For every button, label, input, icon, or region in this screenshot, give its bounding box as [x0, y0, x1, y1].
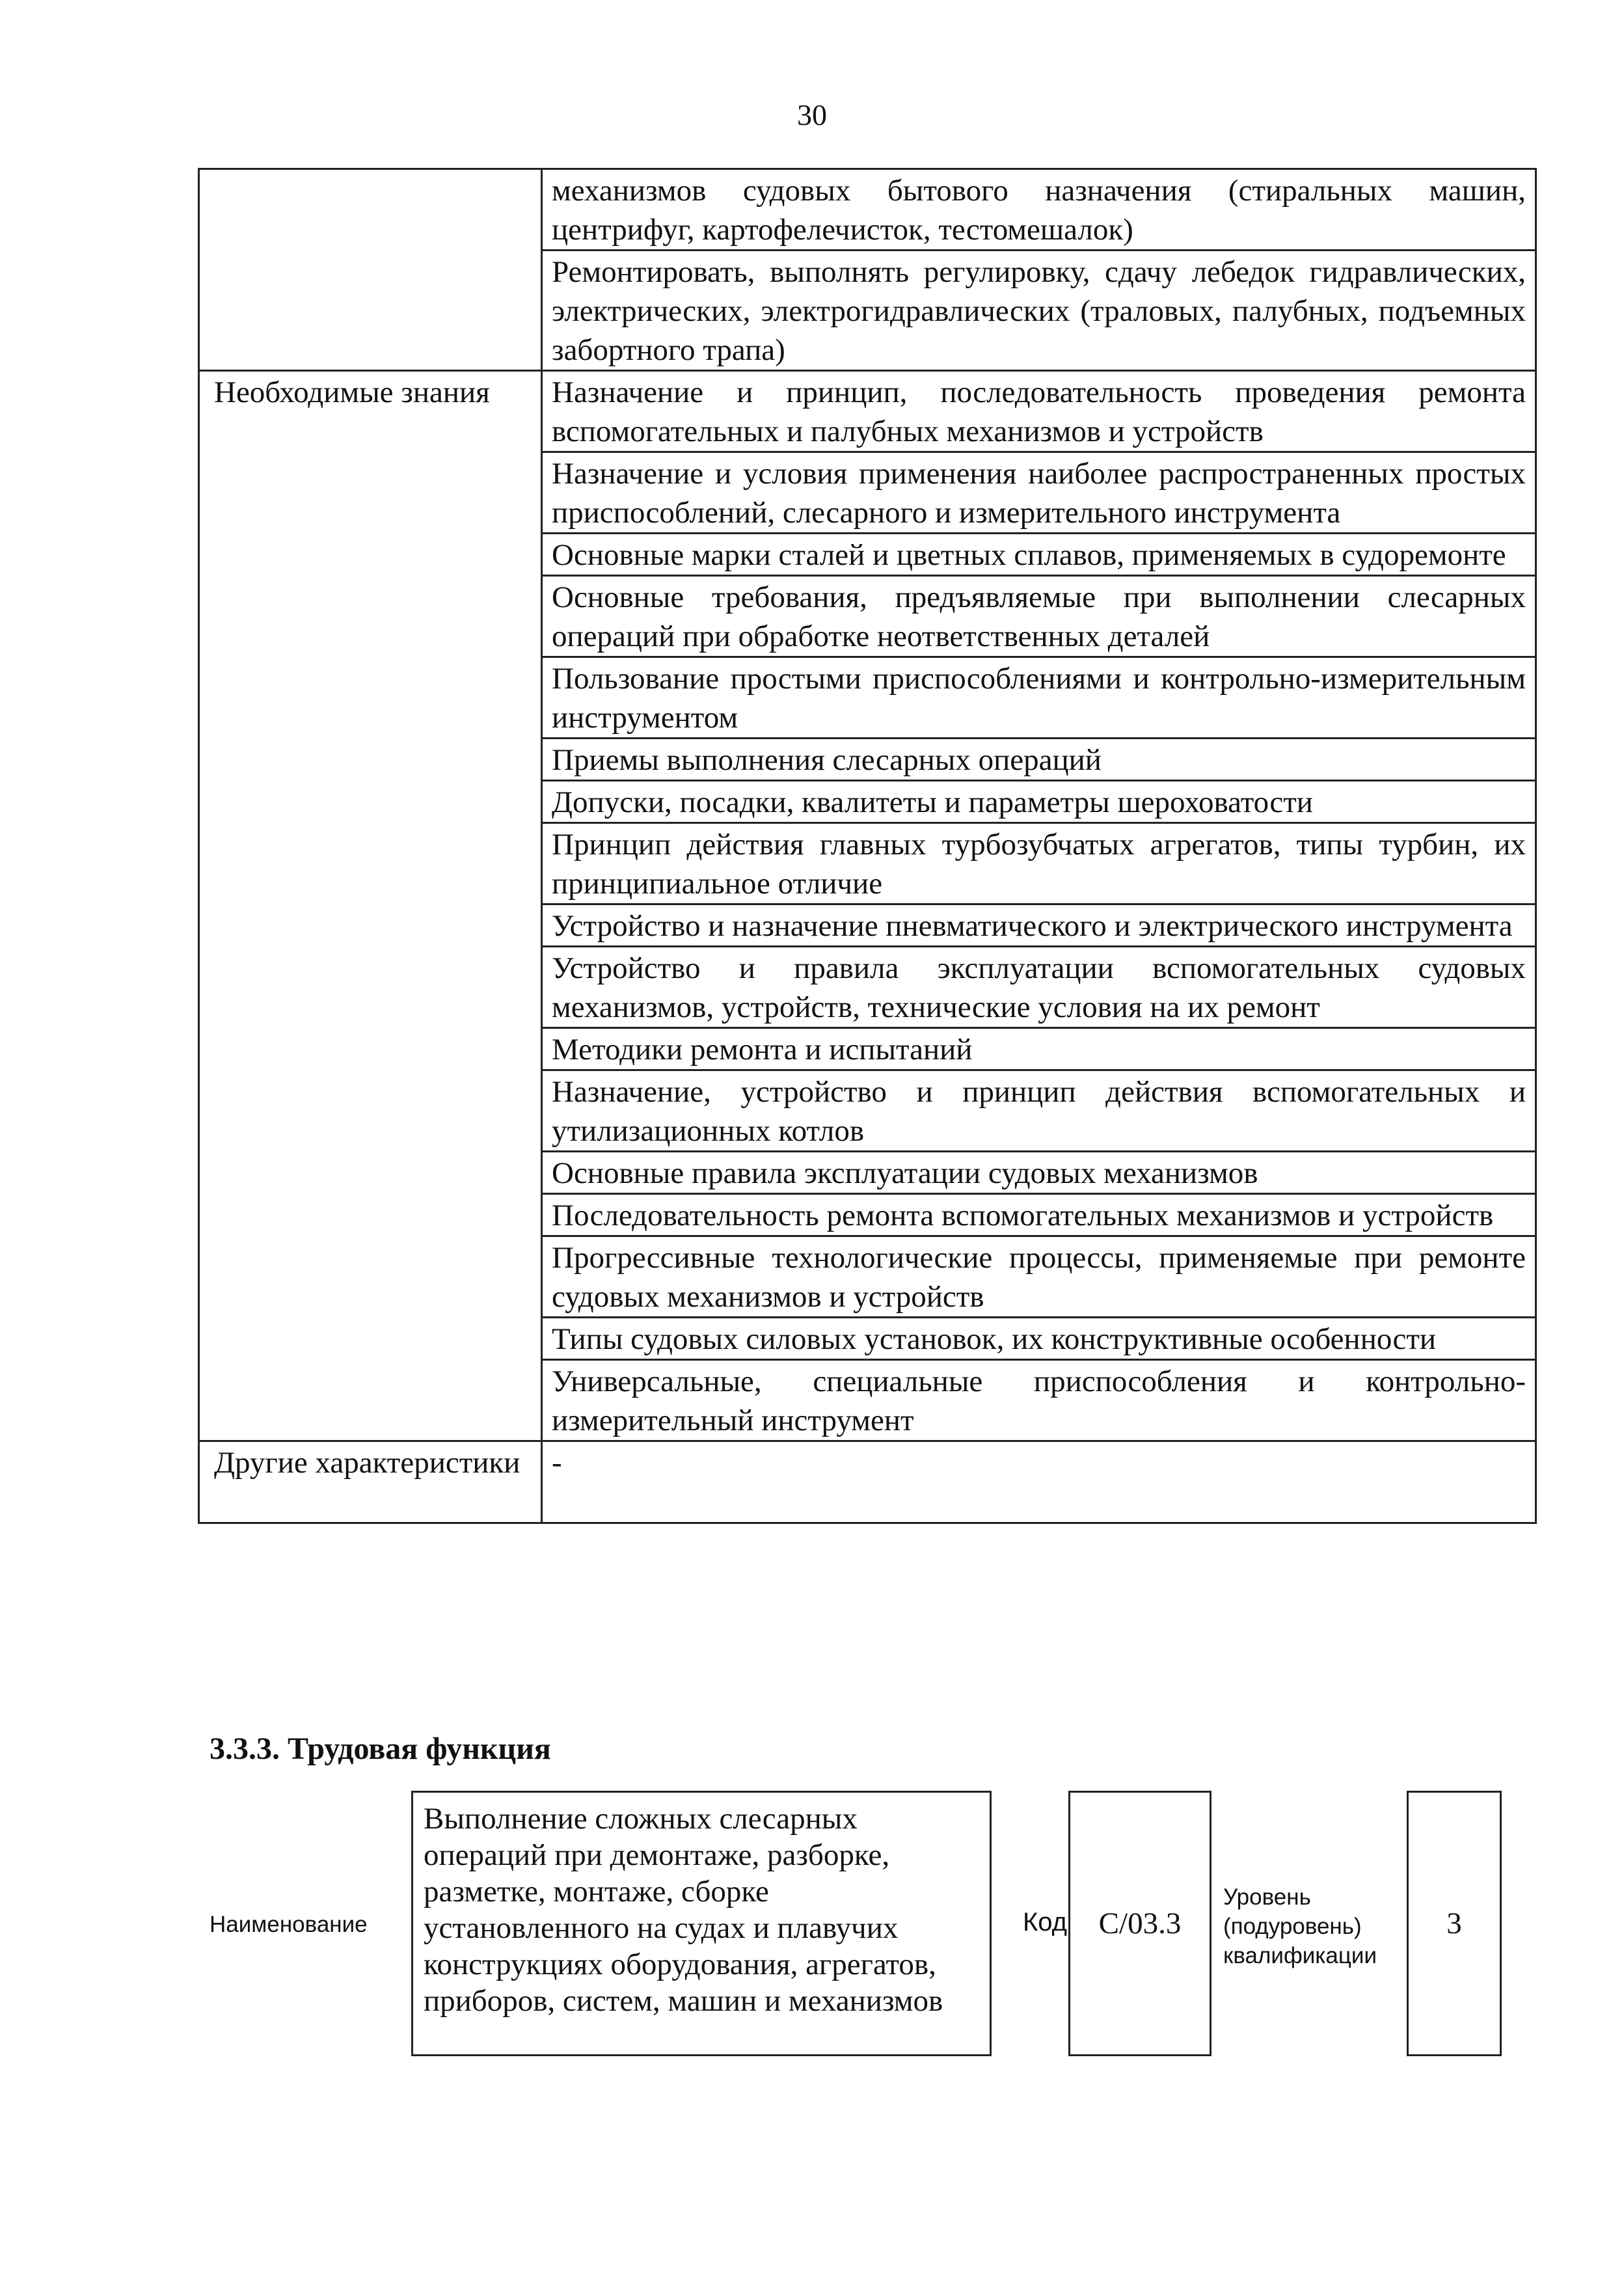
table-cell: Последовательность ремонта вспомогательных механизмов и устройств [542, 1194, 1536, 1236]
table-cell: - [542, 1441, 1536, 1523]
table-cell: Допуски, посадки, квалитеты и параметры шероховатости [542, 781, 1536, 823]
table-row [199, 1441, 1536, 1523]
table-cell: Устройство и правила эксплуатации вспомогательных судовых механизмов, устройств, технические условия на их ремонт [542, 947, 1536, 1028]
page-number: 30 [797, 98, 827, 131]
table-row [199, 169, 1536, 251]
qualification-level-value: 3 [1446, 1907, 1462, 1940]
level-label: Уровень (подуровень) квалификации [1223, 1884, 1377, 1968]
table-cell: Основные марки сталей и цветных сплавов, применяемых в судоремонте [542, 534, 1536, 576]
table-cell: Универсальные, специальные приспособления и контрольно-измерительный инструмент [542, 1360, 1536, 1441]
table-cell: Методики ремонта и испытаний [542, 1028, 1536, 1070]
function-code-value: C/03.3 [1098, 1907, 1182, 1940]
table-cell: Основные правила эксплуатации судовых механизмов [542, 1152, 1536, 1194]
function-code-box [1068, 1791, 1211, 2056]
table-cell: Ремонтировать, выполнять регулировку, сдачу лебедок гидравлических, электрических, электрогидравлических (траловых, палубных, подъемных забортного трапа) [542, 251, 1536, 371]
row-label-knowledge: Необходимые знания [199, 371, 542, 1441]
qualification-level-box [1407, 1791, 1502, 2056]
table-cell: Назначение и условия применения наиболее распространенных простых приспособлений, слесарного и измерительного инструмента [542, 452, 1536, 534]
table-cell: механизмов судовых бытового назначения (стиральных машин, центрифуг, картофелечисток, тестомешалок) [542, 169, 1536, 251]
table-cell: Назначение и принцип, последовательность проведения ремонта вспомогательных и палубных механизмов и устройств [542, 371, 1536, 452]
table-cell: Устройство и назначение пневматического и электрического инструмента [542, 904, 1536, 947]
requirements-table [198, 168, 1537, 1524]
table-cell: Прогрессивные технологические процессы, применяемые при ремонте судовых механизмов и устройств [542, 1236, 1536, 1318]
code-label: Код [1023, 1908, 1068, 1936]
table-cell: Типы судовых силовых установок, их конструктивные особенности [542, 1318, 1536, 1360]
row-label-other: Другие характеристики [199, 1441, 542, 1523]
table-cell: Принцип действия главных турбозубчатых агрегатов, типы турбин, их принципиальное отличие [542, 823, 1536, 904]
table-cell: Пользование простыми приспособлениями и контрольно-измерительным инструментом [542, 657, 1536, 739]
table-row [199, 371, 1536, 452]
section-heading: 3.3.3. Трудовая функция [210, 1732, 551, 1766]
function-name-box: Выполнение сложных слесарных операций при демонтаже, разборке, разметке, монтаже, сборке установленного на судах и плавучих конструкциях оборудования, агрегатов, приборов, систем, машин и механизмов [411, 1791, 992, 2056]
row-label [199, 169, 542, 371]
table-cell: Приемы выполнения слесарных операций [542, 739, 1536, 781]
name-label: Наименование [210, 1912, 368, 1937]
table-cell: Основные требования, предъявляемые при выполнении слесарных операций при обработке неответственных деталей [542, 576, 1536, 657]
table-cell: Назначение, устройство и принцип действия вспомогательных и утилизационных котлов [542, 1070, 1536, 1152]
